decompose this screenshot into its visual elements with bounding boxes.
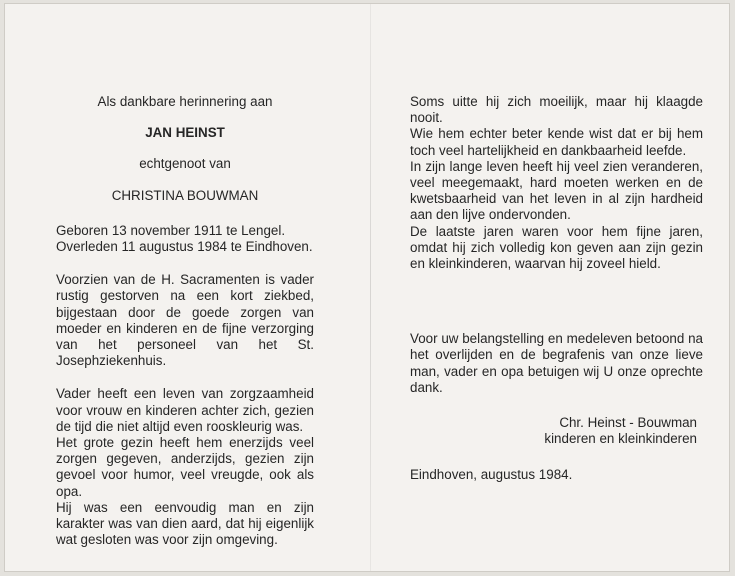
warmth-paragraph: Wie hem echter beter kende wist dat er bij hem toch veel hartelijkheid en dankbaarheid leefde. bbox=[410, 126, 703, 158]
intro-text: Als dankbare herinnering aan bbox=[97, 94, 273, 109]
care-paragraph: Vader heeft een leven van zorgzaamheid voor vrouw en kinderen achter zich, gezien de tijd die niet altijd even rooskleurig was. bbox=[56, 386, 314, 434]
place-date: Eindhoven, augustus 1984. bbox=[410, 467, 573, 483]
spouse-name: CHRISTINA BOUWMAN bbox=[111, 187, 259, 203]
family-paragraph: Het grote gezin heeft hem enerzijds veel zorgen gegeven, anderzijds, gezien zijn gevoel voor humor, veel vreugde, ook als opa. bbox=[56, 435, 314, 499]
life-paragraph: In zijn lange leven heeft hij veel zien veranderen, veel meegemaakt, hard moeten werken en de kwetsbaarheid van het leven in al zijn hardheid aan den lijve ondervonden. bbox=[410, 158, 703, 223]
signature-family: kinderen en kleinkinderen bbox=[544, 431, 697, 447]
thanks-paragraph: Voor uw belangstelling en medeleven betoond na het overlijden en de begrafenis van onze lieve man, vader en opa betuigen wij U onze oprechte dank. bbox=[410, 331, 703, 395]
deceased-name: JAN HEINST bbox=[145, 125, 225, 141]
card-fold bbox=[370, 4, 371, 571]
birth-line: Geboren 13 november 1911 te Lengel. bbox=[56, 222, 286, 238]
right-page bbox=[410, 94, 703, 484]
sacraments-paragraph: Voorzien van de H. Sacramenten is vader rustig gestorven na een kort ziekbed, bijgestaan door de goede zorgen van moeder en kinderen en de fijne verzorging van het personeel van het St. Josephziekenhuis. bbox=[56, 272, 314, 369]
left-page bbox=[56, 94, 314, 548]
signature-name: Chr. Heinst - Bouwman bbox=[559, 415, 697, 431]
death-line: Overleden 11 augustus 1984 te Eindhoven. bbox=[56, 239, 313, 255]
last-years-paragraph: De laatste jaren waren voor hem fijne jaren, omdat hij zich volledig kon geven aan zijn gezin en kleinkinderen, waarvan hij zoveel hield. bbox=[410, 223, 703, 272]
life-dates bbox=[56, 223, 314, 255]
memorial-card bbox=[4, 3, 730, 572]
spouse-label: echtgenoot van bbox=[139, 156, 231, 172]
memories-block bbox=[410, 94, 703, 272]
complaint-paragraph: Soms uitte hij zich moeilijk, maar hij klaagde nooit. bbox=[410, 94, 703, 126]
signature-block bbox=[410, 415, 703, 447]
character-paragraph: Hij was een eenvoudig man en zijn karakter was van dien aard, dat hij eigenlijk wat gesloten was voor zijn omgeving. bbox=[56, 499, 314, 548]
